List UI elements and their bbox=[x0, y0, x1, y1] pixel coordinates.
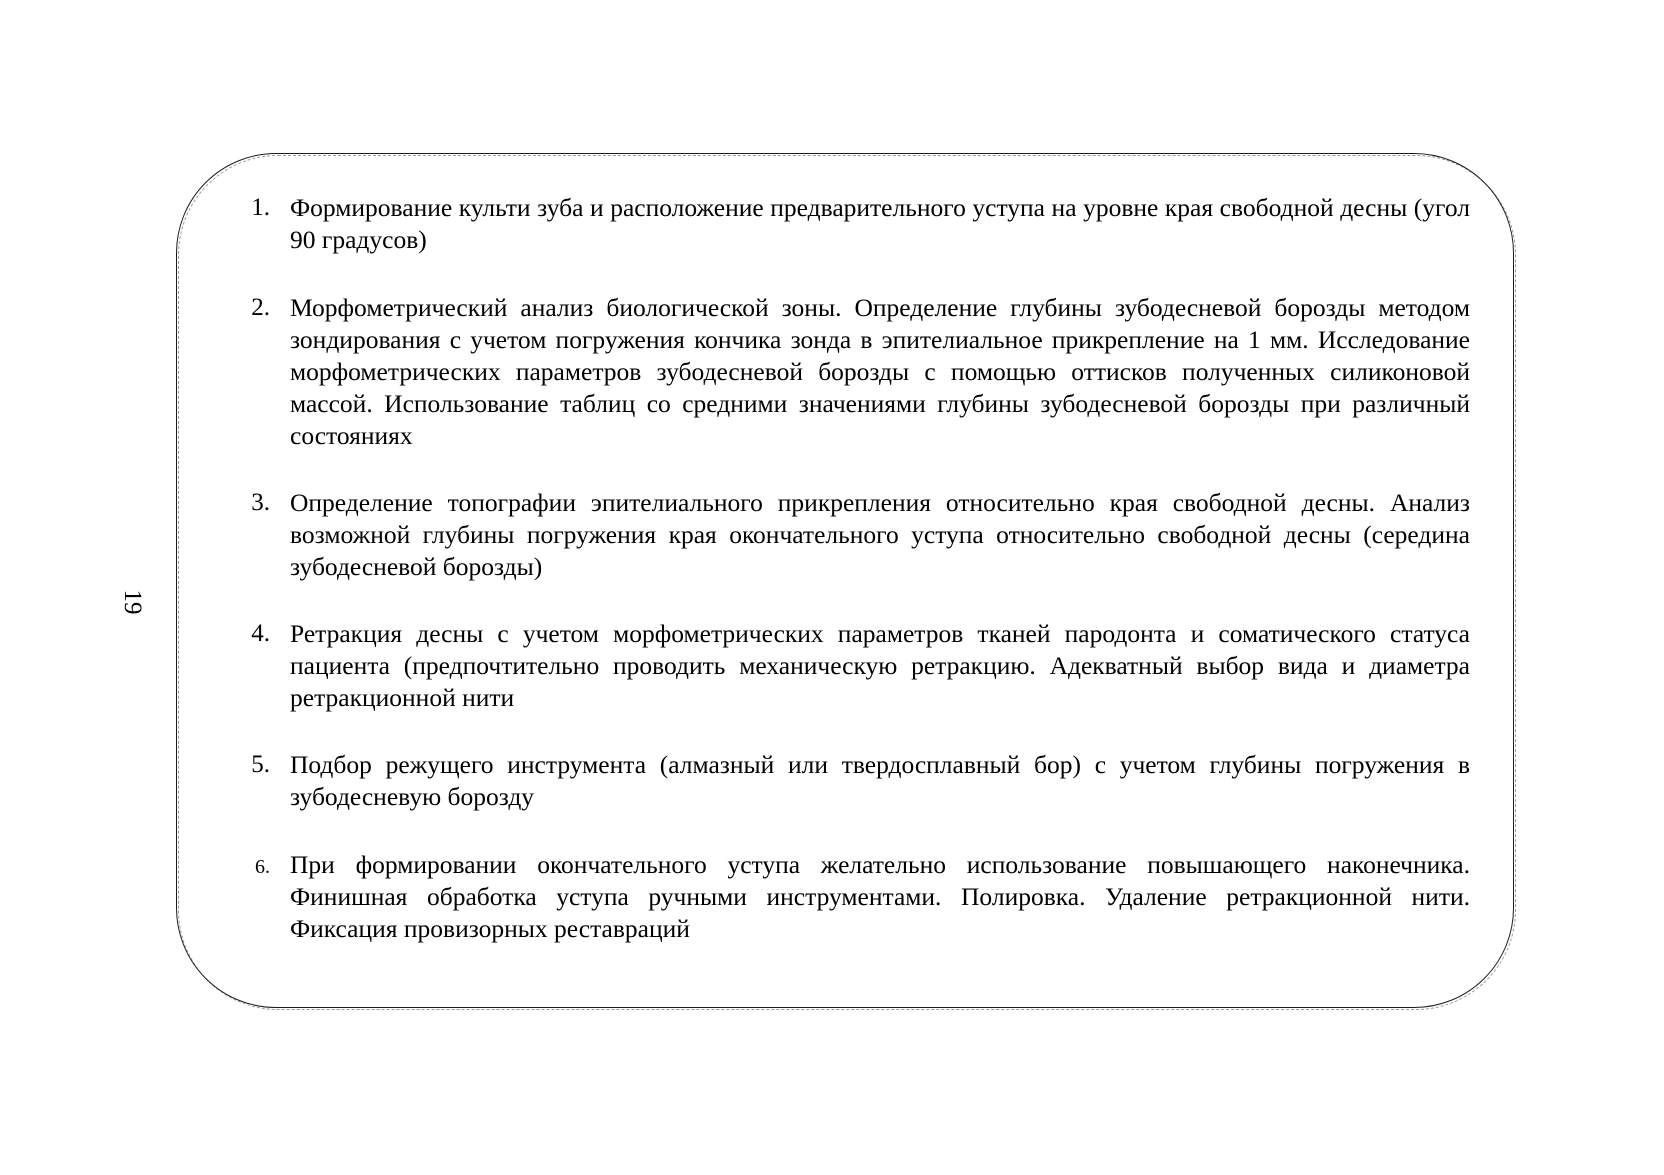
step-text: Определение топографии эпителиального прикрепления относительно края свободной десны. Анализ возможной глубины погружения края окончательного уступа относительно свободной десны (середина зубодесневой борозды) bbox=[290, 488, 1470, 581]
step-text: Ретракция десны с учетом морфометрических параметров тканей пародонта и соматического статуса пациента (предпочтительно проводить механическую ретракцию. Адекватный выбор вида и диаметра ретракционной нити bbox=[290, 619, 1470, 712]
list-item bbox=[230, 618, 1470, 714]
list-item bbox=[230, 292, 1470, 452]
step-text: Морфометрический анализ биологической зоны. Определение глубины зубодесневой борозды методом зондирования с учетом погружения кончика зонда в эпителиальное прикрепление на 1 мм. Исследование морфометрических параметров зубодесневой борозды с помощью оттисков полученных силиконовой массой. Использование таблиц со средними значениями глубины зубодесневой борозды при различный состояниях bbox=[290, 293, 1470, 450]
step-number: 3. bbox=[251, 489, 270, 516]
step-text: Формирование культи зуба и расположение предварительного уступа на уровне края свободной десны (угол 90 градусов) bbox=[290, 193, 1470, 254]
step-number: 4. bbox=[251, 620, 270, 647]
list-item bbox=[230, 487, 1470, 583]
step-text: При формировании окончательного уступа желательно использование повышающего наконечника. Финишная обработка уступа ручными инструментами. Полировка. Удаление ретракционной нити. Фиксация провизорных реставраций bbox=[290, 850, 1470, 943]
list-item bbox=[230, 849, 1470, 945]
step-text: Подбор режущего инструмента (алмазный или твердосплавный бор) с учетом глубины погружения в зубодесневую борозду bbox=[290, 750, 1470, 811]
page-number: 19 bbox=[119, 589, 146, 615]
list-item bbox=[230, 192, 1470, 256]
step-number: 2. bbox=[251, 294, 270, 321]
step-number: 1. bbox=[251, 194, 270, 221]
list-item bbox=[230, 749, 1470, 813]
step-number: 5. bbox=[251, 751, 270, 778]
step-number: 6. bbox=[255, 856, 270, 878]
